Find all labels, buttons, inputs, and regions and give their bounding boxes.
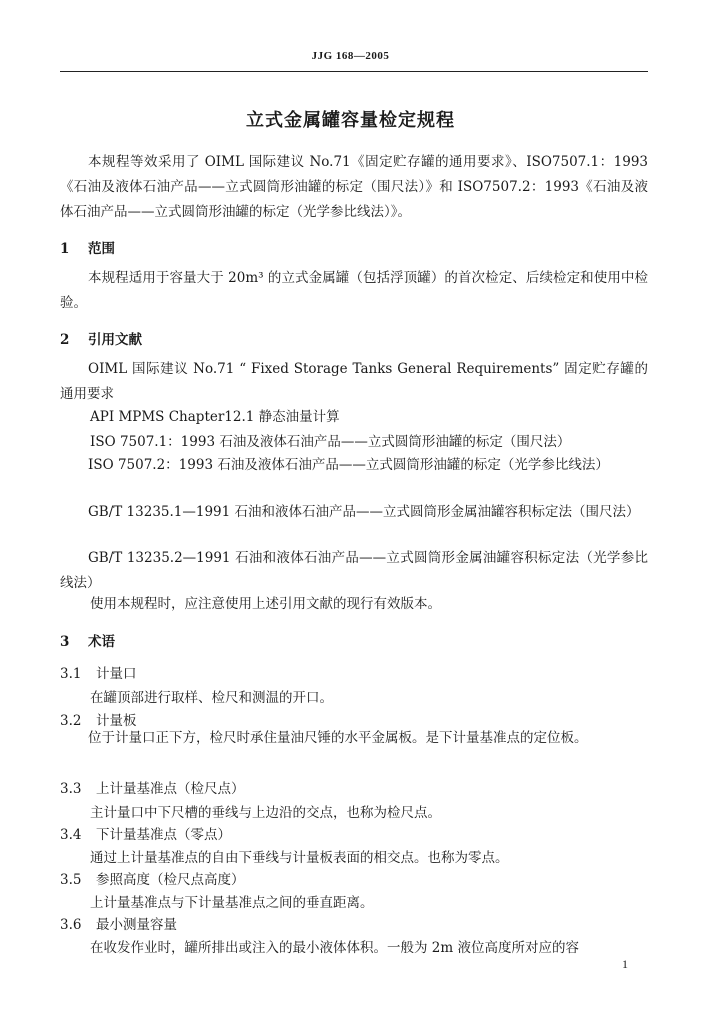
reference-item: GB/T 13235.2—1991 石油和液体石油产品——立式圆筒形金属油罐容积标定法（光学参比线法） bbox=[60, 550, 648, 591]
section-title: 引用文献 bbox=[88, 332, 142, 348]
term-number: 3.1 bbox=[60, 666, 82, 682]
reference-item: ISO 7507.1：1993 石油及液体石油产品——立式圆筒形油罐的标定（围尺法） bbox=[90, 434, 571, 450]
term-3-1 bbox=[60, 662, 137, 682]
term-definition: 位于计量口正下方，检尺时承住量油尺锤的水平金属板。是下计量基准点的定位板。 bbox=[88, 730, 588, 746]
section-1-heading bbox=[60, 237, 115, 257]
term-3-5 bbox=[60, 868, 245, 888]
term-definition: 在罐顶部进行取样、检尺和测温的开口。 bbox=[90, 690, 333, 706]
term-title: 参照高度（检尺点高度） bbox=[96, 872, 245, 888]
intro-paragraph: 本规程等效采用了 OIML 国际建议 No.71《固定贮存罐的通用要求》、ISO7507.1：1993《石油及液体石油产品——立式圆筒形油罐的标定（围尺法）》和 ISO7507.2：1993《石油及液体石油产品——立式圆筒形油罐的标定（光学参比线法）》。 bbox=[60, 154, 648, 220]
term-3-4 bbox=[60, 823, 231, 843]
term-definition: 主计量口中下尺槽的垂线与上边沿的交点，也称为检尺点。 bbox=[90, 805, 441, 821]
term-number: 3.5 bbox=[60, 872, 82, 888]
page-number: 1 bbox=[622, 957, 628, 971]
term-title: 下计量基准点（零点） bbox=[96, 827, 231, 843]
term-number: 3.3 bbox=[60, 781, 82, 797]
reference-item: OIML 国际建议 No.71 “ Fixed Storage Tanks General Requirements” 固定贮存罐的通用要求 bbox=[60, 361, 648, 402]
term-definition: 在收发作业时，罐所排出或注入的最小液体体积。一般为 2m 液位高度所对应的容 bbox=[90, 940, 579, 956]
term-title: 计量板 bbox=[96, 713, 137, 729]
section-3-heading bbox=[60, 630, 115, 650]
term-number: 3.6 bbox=[60, 917, 82, 933]
term-title: 最小测量容量 bbox=[96, 917, 177, 933]
reference-item: API MPMS Chapter12.1 静态油量计算 bbox=[90, 409, 340, 425]
term-3-3 bbox=[60, 777, 245, 797]
section-1-text: 本规程适用于容量大于 20m³ 的立式金属罐（包括浮顶罐）的首次检定、后续检定和使用中检验。 bbox=[60, 270, 648, 311]
section-number: 2 bbox=[60, 332, 70, 348]
section-number: 1 bbox=[60, 241, 70, 257]
term-number: 3.4 bbox=[60, 827, 82, 843]
page-title: 立式金属罐容量检定规程 bbox=[246, 110, 455, 131]
term-definition: 通过上计量基准点的自由下垂线与计量板表面的相交点。也称为零点。 bbox=[90, 850, 509, 866]
term-3-6 bbox=[60, 913, 177, 933]
reference-item: GB/T 13235.1—1991 石油和液体石油产品——立式圆筒形金属油罐容积标定法（围尺法） bbox=[88, 504, 640, 520]
reference-note: 使用本规程时，应注意使用上述引用文献的现行有效版本。 bbox=[90, 596, 441, 612]
reference-item: ISO 7507.2：1993 石油及液体石油产品——立式圆筒形油罐的标定（光学参比线法） bbox=[88, 457, 609, 473]
section-number: 3 bbox=[60, 634, 70, 650]
header-rule bbox=[60, 71, 648, 72]
term-number: 3.2 bbox=[60, 713, 82, 729]
term-title: 上计量基准点（检尺点） bbox=[96, 781, 245, 797]
section-title: 术语 bbox=[88, 634, 115, 650]
document-code-header: JJG 168—2005 bbox=[311, 50, 390, 62]
section-title: 范围 bbox=[88, 241, 115, 257]
section-2-heading bbox=[60, 328, 142, 348]
term-title: 计量口 bbox=[96, 666, 137, 682]
term-definition: 上计量基准点与下计量基准点之间的垂直距离。 bbox=[90, 895, 374, 911]
